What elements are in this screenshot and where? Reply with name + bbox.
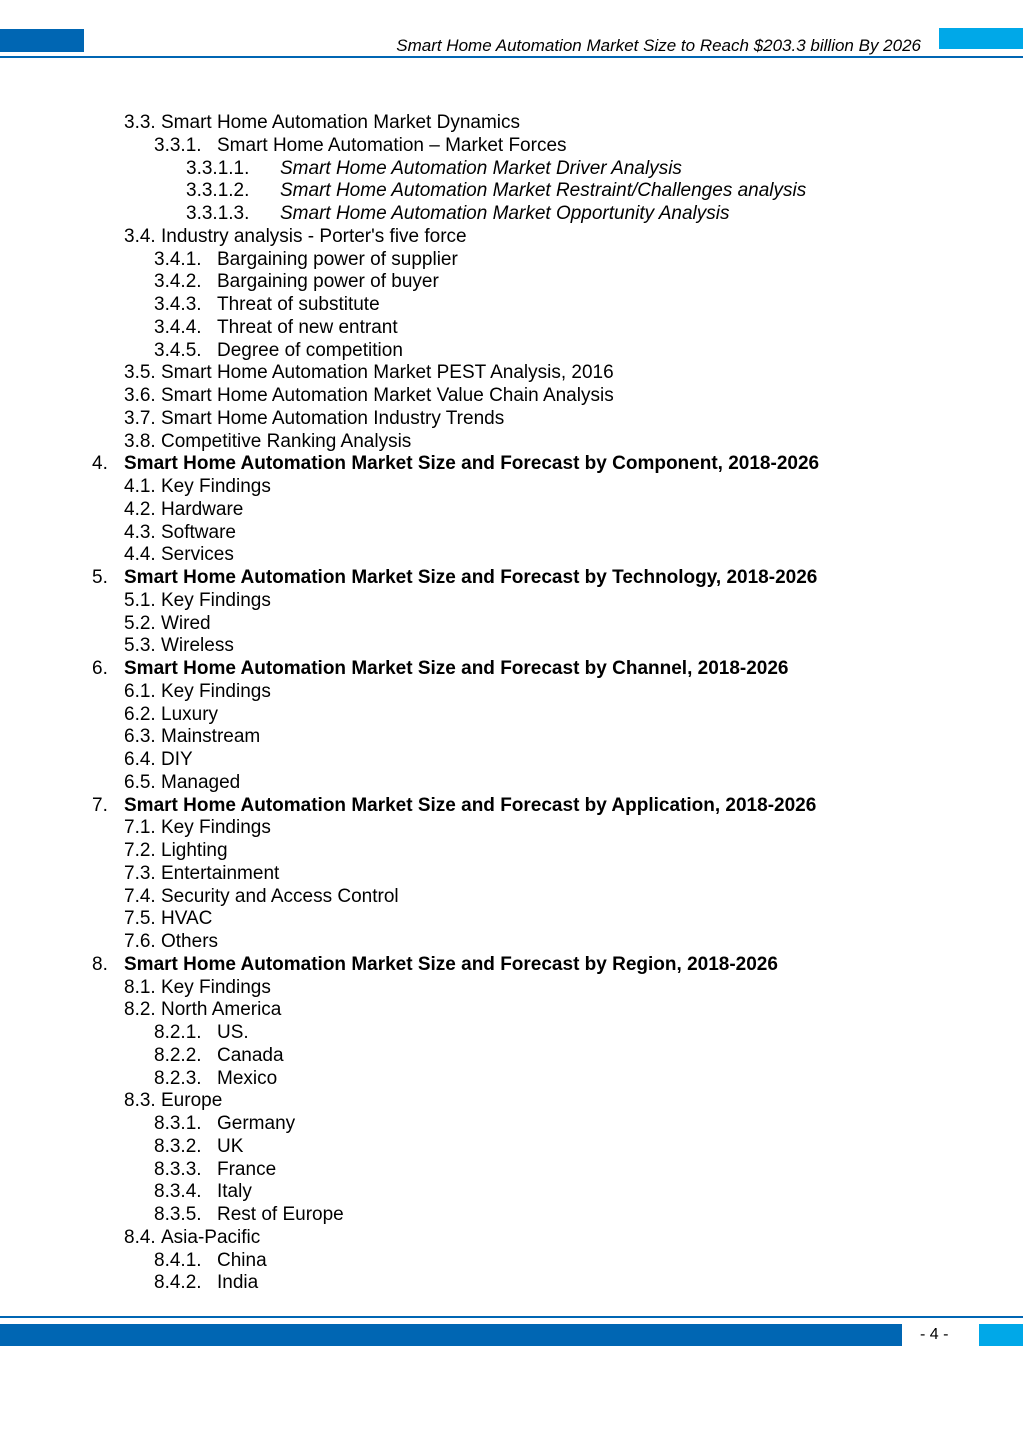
toc-entry [0,1113,1023,1136]
toc-entry [0,408,1023,431]
toc-entry [0,249,1023,272]
toc-entry-number: 3.4.2. [154,271,202,293]
table-of-contents [0,112,1023,1295]
toc-entry [0,522,1023,545]
page-header-title: Smart Home Automation Market Size to Reach $203.3 billion By 2026 [396,36,921,55]
toc-entry-number: 3.3. [124,112,156,133]
toc-entry-number: 6. [92,658,108,679]
toc-entry [0,271,1023,294]
toc-entry [0,1250,1023,1273]
toc-entry-text: Key Findings [161,589,271,611]
toc-entry-text: Smart Home Automation Market Size and Forecast by Region, 2018-2026 [124,953,778,975]
toc-entry-text: Smart Home Automation Market Value Chain Analysis [161,385,614,406]
toc-entry [0,704,1023,727]
toc-entry-text: Entertainment [161,862,280,884]
toc-entry-number: 7. [92,794,108,816]
toc-entry-text: DIY [161,749,193,770]
toc-entry [0,294,1023,317]
toc-entry-text: Industry analysis - Porter's five force [161,225,467,247]
toc-entry-number: 7.3. [124,862,156,884]
toc-entry-number: 7.6. [124,931,156,952]
toc-entry [0,908,1023,931]
toc-entry [0,772,1023,795]
toc-entry-number: 8.3. [124,1090,156,1112]
page-number: - 4 - [920,1326,949,1343]
toc-entry [0,1022,1023,1045]
toc-entry-text: Germany [217,1113,296,1134]
toc-entry-number: 8.4. [124,1226,156,1248]
toc-chapter [0,954,1023,977]
toc-entry-text: Bargaining power of supplier [217,248,458,270]
toc-chapter [0,658,1023,681]
toc-entry-number: 8.2.2. [154,1044,202,1066]
toc-entry [0,476,1023,499]
toc-entry-text: Mexico [217,1067,278,1089]
toc-entry [0,613,1023,636]
toc-entry-text: Mainstream [161,726,261,748]
toc-entry-text: Managed [161,771,241,793]
toc-entry-text: Hardware [161,498,244,520]
toc-entry [0,635,1023,658]
toc-entry-text: UK [217,1135,244,1157]
toc-entry-text: Rest of Europe [217,1204,344,1225]
toc-entry-text: India [217,1272,259,1294]
toc-entry-number: 3.3.1.3. [186,203,250,224]
toc-entry-number: 8.3.5. [154,1204,202,1225]
toc-entry-number: 4.2. [124,498,156,520]
toc-entry [0,817,1023,840]
toc-entry [0,1227,1023,1250]
toc-entry-text: Security and Access Control [161,885,399,907]
toc-entry [0,180,1023,203]
toc-entry-number: 3.4.3. [154,294,202,315]
toc-entry [0,863,1023,886]
toc-entry [0,1181,1023,1204]
toc-entry [0,1090,1023,1113]
toc-entry-number: 7.5. [124,908,156,930]
toc-entry [0,886,1023,909]
toc-entry-text: Canada [217,1044,284,1066]
toc-entry-number: 8.3.2. [154,1135,202,1157]
toc-entry-text: Bargaining power of buyer [217,271,439,293]
toc-entry-text: Key Findings [161,817,271,839]
toc-entry-number: 8.4.1. [154,1249,202,1271]
toc-entry-number: 4.4. [124,544,156,566]
toc-entry-text: US. [217,1022,249,1043]
toc-entry-text: Services [161,544,234,566]
toc-entry-text: Key Findings [161,680,271,702]
footer-bar-right [979,1324,1023,1346]
toc-entry [0,840,1023,863]
toc-entry [0,999,1023,1022]
toc-entry-number: 8.3.4. [154,1181,202,1203]
toc-entry-number: 3.3.1. [154,134,202,156]
toc-entry-number: 3.3.1.2. [186,180,250,202]
toc-entry [0,1045,1023,1068]
toc-entry [0,544,1023,567]
toc-entry-number: 5. [92,567,108,588]
toc-chapter [0,567,1023,590]
toc-entry [0,1159,1023,1182]
toc-entry [0,112,1023,135]
toc-entry-text: Software [161,521,236,543]
toc-entry-number: 5.1. [124,589,156,611]
toc-entry-number: 3.4.5. [154,339,202,361]
header-bar-right [939,28,1023,49]
toc-entry-number: 5.2. [124,612,156,634]
toc-entry [0,203,1023,226]
toc-entry-number: 6.2. [124,703,156,725]
toc-entry-number: 6.4. [124,749,156,770]
toc-entry [0,226,1023,249]
toc-entry-number: 6.1. [124,680,156,702]
toc-entry-text: Smart Home Automation Market Opportunity Analysis [280,203,730,224]
toc-entry-text: Smart Home Automation Market Size and Forecast by Component, 2018-2026 [124,453,820,475]
toc-entry [0,499,1023,522]
toc-entry-number: 7.1. [124,817,156,839]
header-bar-left [0,29,84,52]
toc-entry-number: 5.3. [124,635,156,657]
toc-entry [0,158,1023,181]
toc-entry-number: 3.3.1.1. [186,157,250,179]
toc-entry-text: Smart Home Automation Market Restraint/Challenges analysis [280,180,807,202]
toc-entry-text: Wired [161,612,211,634]
toc-entry-number: 8.4.2. [154,1272,202,1294]
footer-rule [0,1316,1023,1318]
toc-entry-number: 8.1. [124,976,156,998]
toc-entry-text: Smart Home Automation Industry Trends [161,407,505,429]
toc-entry-text: Threat of new entrant [217,316,398,338]
toc-entry [0,1204,1023,1227]
toc-entry [0,317,1023,340]
toc-entry-text: Lighting [161,840,228,861]
toc-entry-number: 8.3.3. [154,1158,202,1180]
toc-entry-text: HVAC [161,908,213,930]
toc-entry-number: 4.1. [124,476,156,497]
toc-entry-text: Luxury [161,703,219,725]
toc-entry [0,590,1023,613]
toc-entry-number: 3.4.1. [154,248,202,270]
toc-entry [0,681,1023,704]
toc-entry-number: 3.4. [124,225,156,247]
toc-entry-number: 4. [92,453,108,475]
toc-entry-text: Europe [161,1090,223,1112]
toc-entry-number: 8.2.1. [154,1022,202,1043]
toc-entry-text: Italy [217,1181,252,1203]
toc-entry-text: Smart Home Automation Market Driver Analysis [280,157,682,179]
toc-entry-text: Competitive Ranking Analysis [161,430,412,452]
toc-entry-text: China [217,1249,267,1271]
toc-entry-number: 8. [92,953,108,975]
toc-entry-number: 6.5. [124,771,156,793]
toc-entry-number: 3.5. [124,362,156,384]
toc-entry-text: Degree of competition [217,339,403,361]
toc-entry-text: France [217,1158,277,1180]
toc-entry [0,431,1023,454]
toc-entry-number: 3.7. [124,407,156,429]
toc-entry-text: Wireless [161,635,234,657]
toc-entry-number: 8.2.3. [154,1067,202,1089]
toc-entry [0,362,1023,385]
toc-entry [0,385,1023,408]
footer-bar-left [0,1324,902,1346]
toc-entry [0,340,1023,363]
toc-entry [0,1068,1023,1091]
header-rule [0,56,1023,58]
toc-entry-text: Smart Home Automation – Market Forces [217,134,567,156]
toc-entry-number: 7.2. [124,840,156,861]
toc-chapter [0,795,1023,818]
toc-entry-text: Smart Home Automation Market Size and Forecast by Channel, 2018-2026 [124,658,789,679]
toc-entry-text: Smart Home Automation Market PEST Analysis, 2016 [161,362,614,384]
toc-entry-text: Smart Home Automation Market Size and Forecast by Technology, 2018-2026 [124,567,818,588]
toc-entry-text: Others [161,931,219,952]
toc-entry [0,1272,1023,1295]
toc-entry-text: North America [161,999,282,1021]
toc-entry-number: 3.4.4. [154,316,202,338]
toc-entry [0,749,1023,772]
toc-entry-text: Threat of substitute [217,294,380,315]
toc-chapter [0,453,1023,476]
toc-entry [0,726,1023,749]
toc-entry-text: Smart Home Automation Market Dynamics [161,112,521,133]
toc-entry [0,135,1023,158]
toc-entry [0,1136,1023,1159]
toc-entry-number: 3.8. [124,430,156,452]
toc-entry-number: 6.3. [124,726,156,748]
toc-entry-number: 3.6. [124,385,156,406]
toc-entry-text: Smart Home Automation Market Size and Forecast by Application, 2018-2026 [124,794,817,816]
toc-entry-number: 8.2. [124,999,156,1021]
toc-entry-number: 8.3.1. [154,1113,202,1134]
toc-entry-text: Key Findings [161,476,271,497]
toc-entry-text: Asia-Pacific [161,1226,261,1248]
toc-entry-text: Key Findings [161,976,271,998]
toc-entry-number: 7.4. [124,885,156,907]
toc-entry-number: 4.3. [124,521,156,543]
toc-entry [0,931,1023,954]
toc-entry [0,977,1023,1000]
